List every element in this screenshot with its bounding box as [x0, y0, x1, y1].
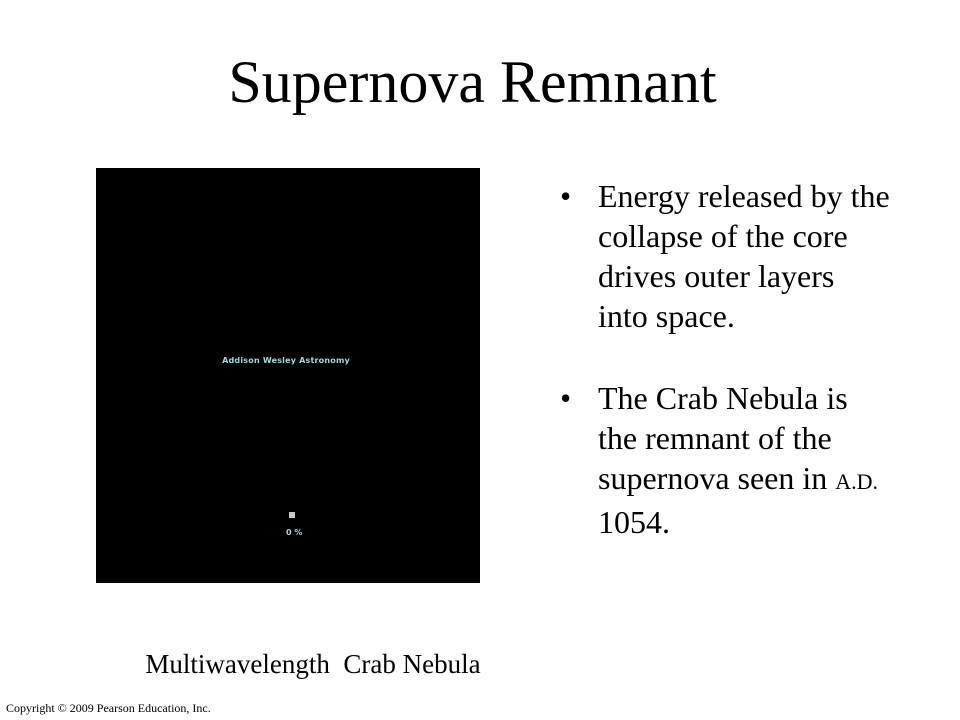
bullet-icon: •	[560, 178, 572, 214]
bullet-list	[560, 176, 890, 584]
copyright-notice: Copyright © 2009 Pearson Education, Inc.	[6, 701, 211, 715]
slide-title: Supernova Remnant	[228, 49, 717, 115]
multiwavelength-crab-nebula-media[interactable]	[96, 168, 480, 583]
year-text: 1054.	[598, 504, 670, 540]
bullet-item-energy	[560, 176, 890, 336]
loading-indicator-icon	[289, 512, 295, 518]
bullet-icon: •	[560, 380, 572, 416]
bullet-text: The Crab Nebula is the remnant of the supernova seen in	[598, 380, 848, 496]
media-overlay-title: Addison Wesley Astronomy	[222, 356, 350, 365]
figure-caption: Multiwavelength Crab Nebula	[145, 649, 481, 679]
bullet-item-crab-nebula	[560, 378, 890, 542]
bullet-text: Energy released by the collapse of the core drives outer layers into space.	[598, 178, 890, 334]
era-label: A.D.	[835, 469, 879, 494]
loading-percent: 0 %	[286, 528, 303, 537]
